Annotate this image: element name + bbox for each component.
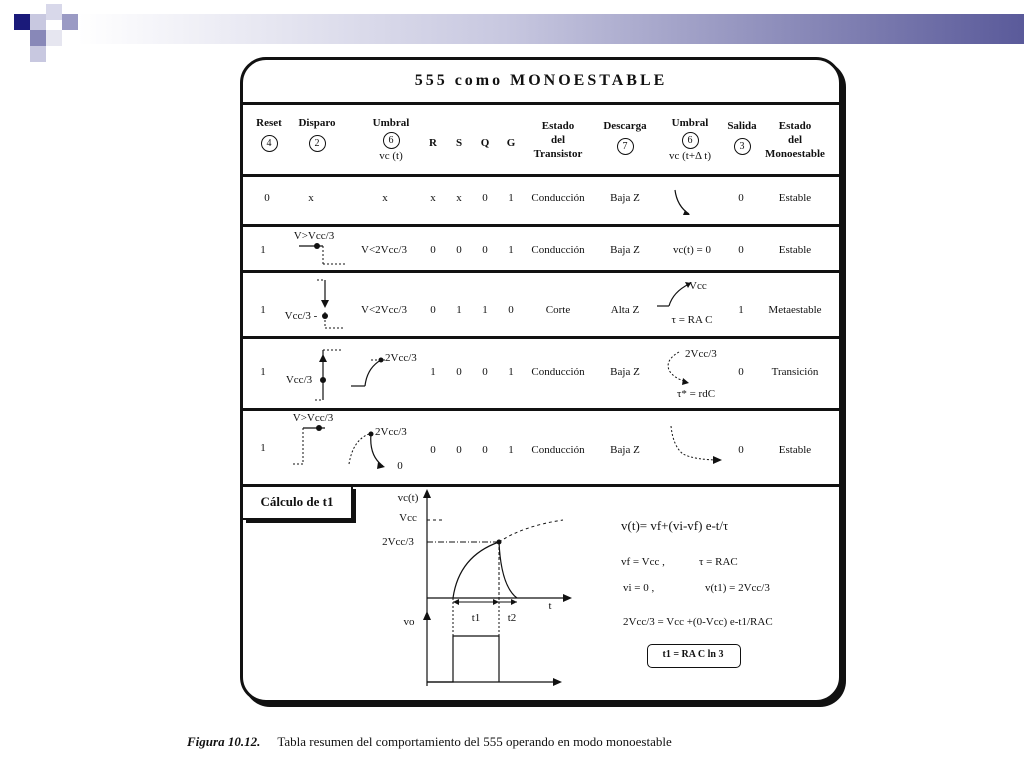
cell-estado: Estable bbox=[778, 192, 812, 204]
cell-q: 0 bbox=[482, 244, 488, 256]
cell-g: 0 bbox=[508, 304, 514, 316]
cell-umbral2-tau: τ* = rdC bbox=[676, 388, 716, 400]
cell-g: 1 bbox=[508, 444, 514, 456]
cell-descarga: Baja Z bbox=[610, 366, 640, 378]
cell-r: 1 bbox=[430, 366, 436, 378]
cell-transistor: Conducción bbox=[531, 366, 585, 378]
cell-umbral2: vc(t) = 0 bbox=[673, 244, 711, 256]
header-s: S bbox=[455, 137, 463, 149]
cell-reset: 1 bbox=[260, 442, 266, 454]
divider bbox=[243, 336, 839, 339]
divider bbox=[243, 270, 839, 273]
decor-square bbox=[30, 30, 46, 46]
cell-q: 0 bbox=[482, 366, 488, 378]
cell-r: 0 bbox=[430, 244, 436, 256]
cell-umbral2: Vcc bbox=[689, 280, 707, 292]
cell-reset: 1 bbox=[260, 366, 266, 378]
equation-2b: τ = RAC bbox=[699, 556, 738, 568]
discharge-settle-icon bbox=[667, 424, 727, 464]
cell-s: x bbox=[456, 192, 462, 204]
cell-umbral: x bbox=[382, 192, 388, 204]
decor-square bbox=[30, 14, 46, 30]
graph-label-t1: t1 bbox=[471, 612, 481, 624]
decor-square bbox=[30, 46, 46, 62]
equation-3b: v(t1) = 2Vcc/3 bbox=[705, 582, 770, 594]
cell-umbral: V<2Vcc/3 bbox=[361, 244, 407, 256]
cell-q: 0 bbox=[482, 192, 488, 204]
cell-estado: Estable bbox=[778, 444, 812, 456]
cell-r: 0 bbox=[430, 444, 436, 456]
cell-g: 1 bbox=[508, 366, 514, 378]
pin-7-icon: 7 bbox=[617, 138, 634, 155]
cell-umbral: V<2Vcc/3 bbox=[361, 304, 407, 316]
cell-umbral: 2Vcc/3 bbox=[375, 426, 407, 438]
cell-g: 1 bbox=[508, 192, 514, 204]
pin-2-icon: 2 bbox=[309, 135, 326, 152]
header-r: R bbox=[429, 137, 437, 149]
header-reset: Reset 4 bbox=[249, 116, 289, 152]
cell-estado: Estable bbox=[778, 244, 812, 256]
equation-4: 2Vcc/3 = Vcc +(0-Vcc) e-t1/RAC bbox=[623, 616, 773, 628]
pin-4-icon: 4 bbox=[261, 135, 278, 152]
cell-umbral: 2Vcc/3 bbox=[385, 352, 417, 364]
graph-label-t: t bbox=[548, 600, 552, 612]
cell-reset: 0 bbox=[264, 192, 270, 204]
header-q: Q bbox=[480, 137, 490, 149]
decor-square bbox=[46, 4, 62, 20]
cell-disparo-label: V>Vcc/3 bbox=[293, 230, 335, 242]
cell-disparo-label: Vcc/3 bbox=[285, 374, 313, 386]
calc-label-box: Cálculo de t1 bbox=[243, 486, 353, 520]
cell-umbral2-tau: τ = RA C bbox=[671, 314, 713, 326]
cell-estado: Metaestable bbox=[768, 304, 822, 316]
cell-disparo-label: Vcc/3 - bbox=[284, 310, 318, 322]
divider bbox=[243, 174, 839, 177]
cell-s: 0 bbox=[456, 244, 462, 256]
trigger-step-waveform-icon bbox=[289, 422, 349, 470]
cell-descarga: Baja Z bbox=[610, 244, 640, 256]
cell-g: 1 bbox=[508, 244, 514, 256]
graph-label-t: t bbox=[552, 676, 556, 688]
header-estado-monoestable: Estado del Monoestable bbox=[765, 120, 825, 160]
divider bbox=[243, 102, 839, 105]
cell-salida: 0 bbox=[738, 192, 744, 204]
cell-descarga: Baja Z bbox=[610, 192, 640, 204]
header-umbral: Umbral 6 vc (t) bbox=[372, 117, 410, 162]
trigger-falling-waveform-icon bbox=[311, 276, 351, 332]
graph-label-vo: vo bbox=[403, 616, 415, 628]
cell-transistor: Corte bbox=[545, 304, 571, 316]
header-disparo: Disparo 2 bbox=[291, 116, 343, 152]
figure-label: Figura 10.12. bbox=[187, 734, 261, 749]
cell-transistor: Conducción bbox=[531, 192, 585, 204]
pin-6-icon: 6 bbox=[383, 132, 400, 149]
cell-transistor: Conducción bbox=[531, 444, 585, 456]
equation-2a: vf = Vcc , bbox=[621, 556, 665, 568]
monostable-table-card bbox=[240, 57, 842, 703]
cell-reset: 1 bbox=[260, 304, 266, 316]
pin-3-icon: 3 bbox=[734, 138, 751, 155]
graph-label-vct: vc(t) bbox=[397, 492, 419, 504]
cell-umbral-zero: 0 bbox=[397, 460, 403, 472]
threshold-charge-curve-icon bbox=[349, 350, 389, 390]
cell-salida: 0 bbox=[738, 366, 744, 378]
result-equation: t1 = RA C ln 3 bbox=[662, 649, 724, 660]
equation-3a: vi = 0 , bbox=[623, 582, 655, 594]
cell-s: 1 bbox=[456, 304, 462, 316]
cell-descarga: Baja Z bbox=[610, 444, 640, 456]
trigger-rising-waveform-icon bbox=[309, 344, 349, 406]
header-estado-transistor: Estado del Transistor bbox=[533, 120, 583, 160]
header-umbral2: Umbral 6 vc (t+Δ t) bbox=[669, 117, 711, 162]
cell-umbral2: 2Vcc/3 bbox=[685, 348, 717, 360]
header-salida: Salida 3 bbox=[723, 119, 761, 155]
cell-disparo-label: V>Vcc/3 bbox=[292, 412, 334, 424]
divider bbox=[243, 408, 839, 411]
decor-square bbox=[62, 14, 78, 30]
trigger-waveform-icon bbox=[297, 238, 351, 268]
divider bbox=[243, 224, 839, 227]
cell-r: x bbox=[430, 192, 436, 204]
cell-reset: 1 bbox=[260, 244, 266, 256]
cell-s: 0 bbox=[456, 366, 462, 378]
cell-estado: Transición bbox=[771, 366, 819, 378]
header-descarga: Descarga 7 bbox=[597, 119, 653, 155]
pin-6-icon: 6 bbox=[682, 132, 699, 149]
cell-q: 1 bbox=[482, 304, 488, 316]
cell-salida: 0 bbox=[738, 244, 744, 256]
graph-label-vcc: Vcc bbox=[399, 512, 417, 524]
graph-label-t2: t2 bbox=[507, 612, 517, 624]
cell-r: 0 bbox=[430, 304, 436, 316]
cell-salida: 0 bbox=[738, 444, 744, 456]
waveform-discharge-icon bbox=[673, 188, 703, 220]
decor-square bbox=[14, 14, 30, 30]
decor-gradient-band bbox=[78, 14, 1024, 44]
cell-salida: 1 bbox=[738, 304, 744, 316]
header-g: G bbox=[506, 137, 516, 149]
equation-1: v(t)= vf+(vi-vf) e-t/τ bbox=[621, 518, 729, 533]
decor-square bbox=[46, 30, 62, 46]
cell-disparo: x bbox=[308, 192, 314, 204]
figure-caption-text: Tabla resumen del comportamiento del 555 operando en modo monoestable bbox=[277, 734, 672, 749]
cell-descarga: Alta Z bbox=[610, 304, 640, 316]
graph-label-2vcc3: 2Vcc/3 bbox=[382, 536, 414, 548]
card-title: 555 como MONOESTABLE bbox=[414, 72, 668, 89]
cell-s: 0 bbox=[456, 444, 462, 456]
cell-transistor: Conducción bbox=[531, 244, 585, 256]
figure-caption bbox=[187, 734, 672, 750]
cell-q: 0 bbox=[482, 444, 488, 456]
